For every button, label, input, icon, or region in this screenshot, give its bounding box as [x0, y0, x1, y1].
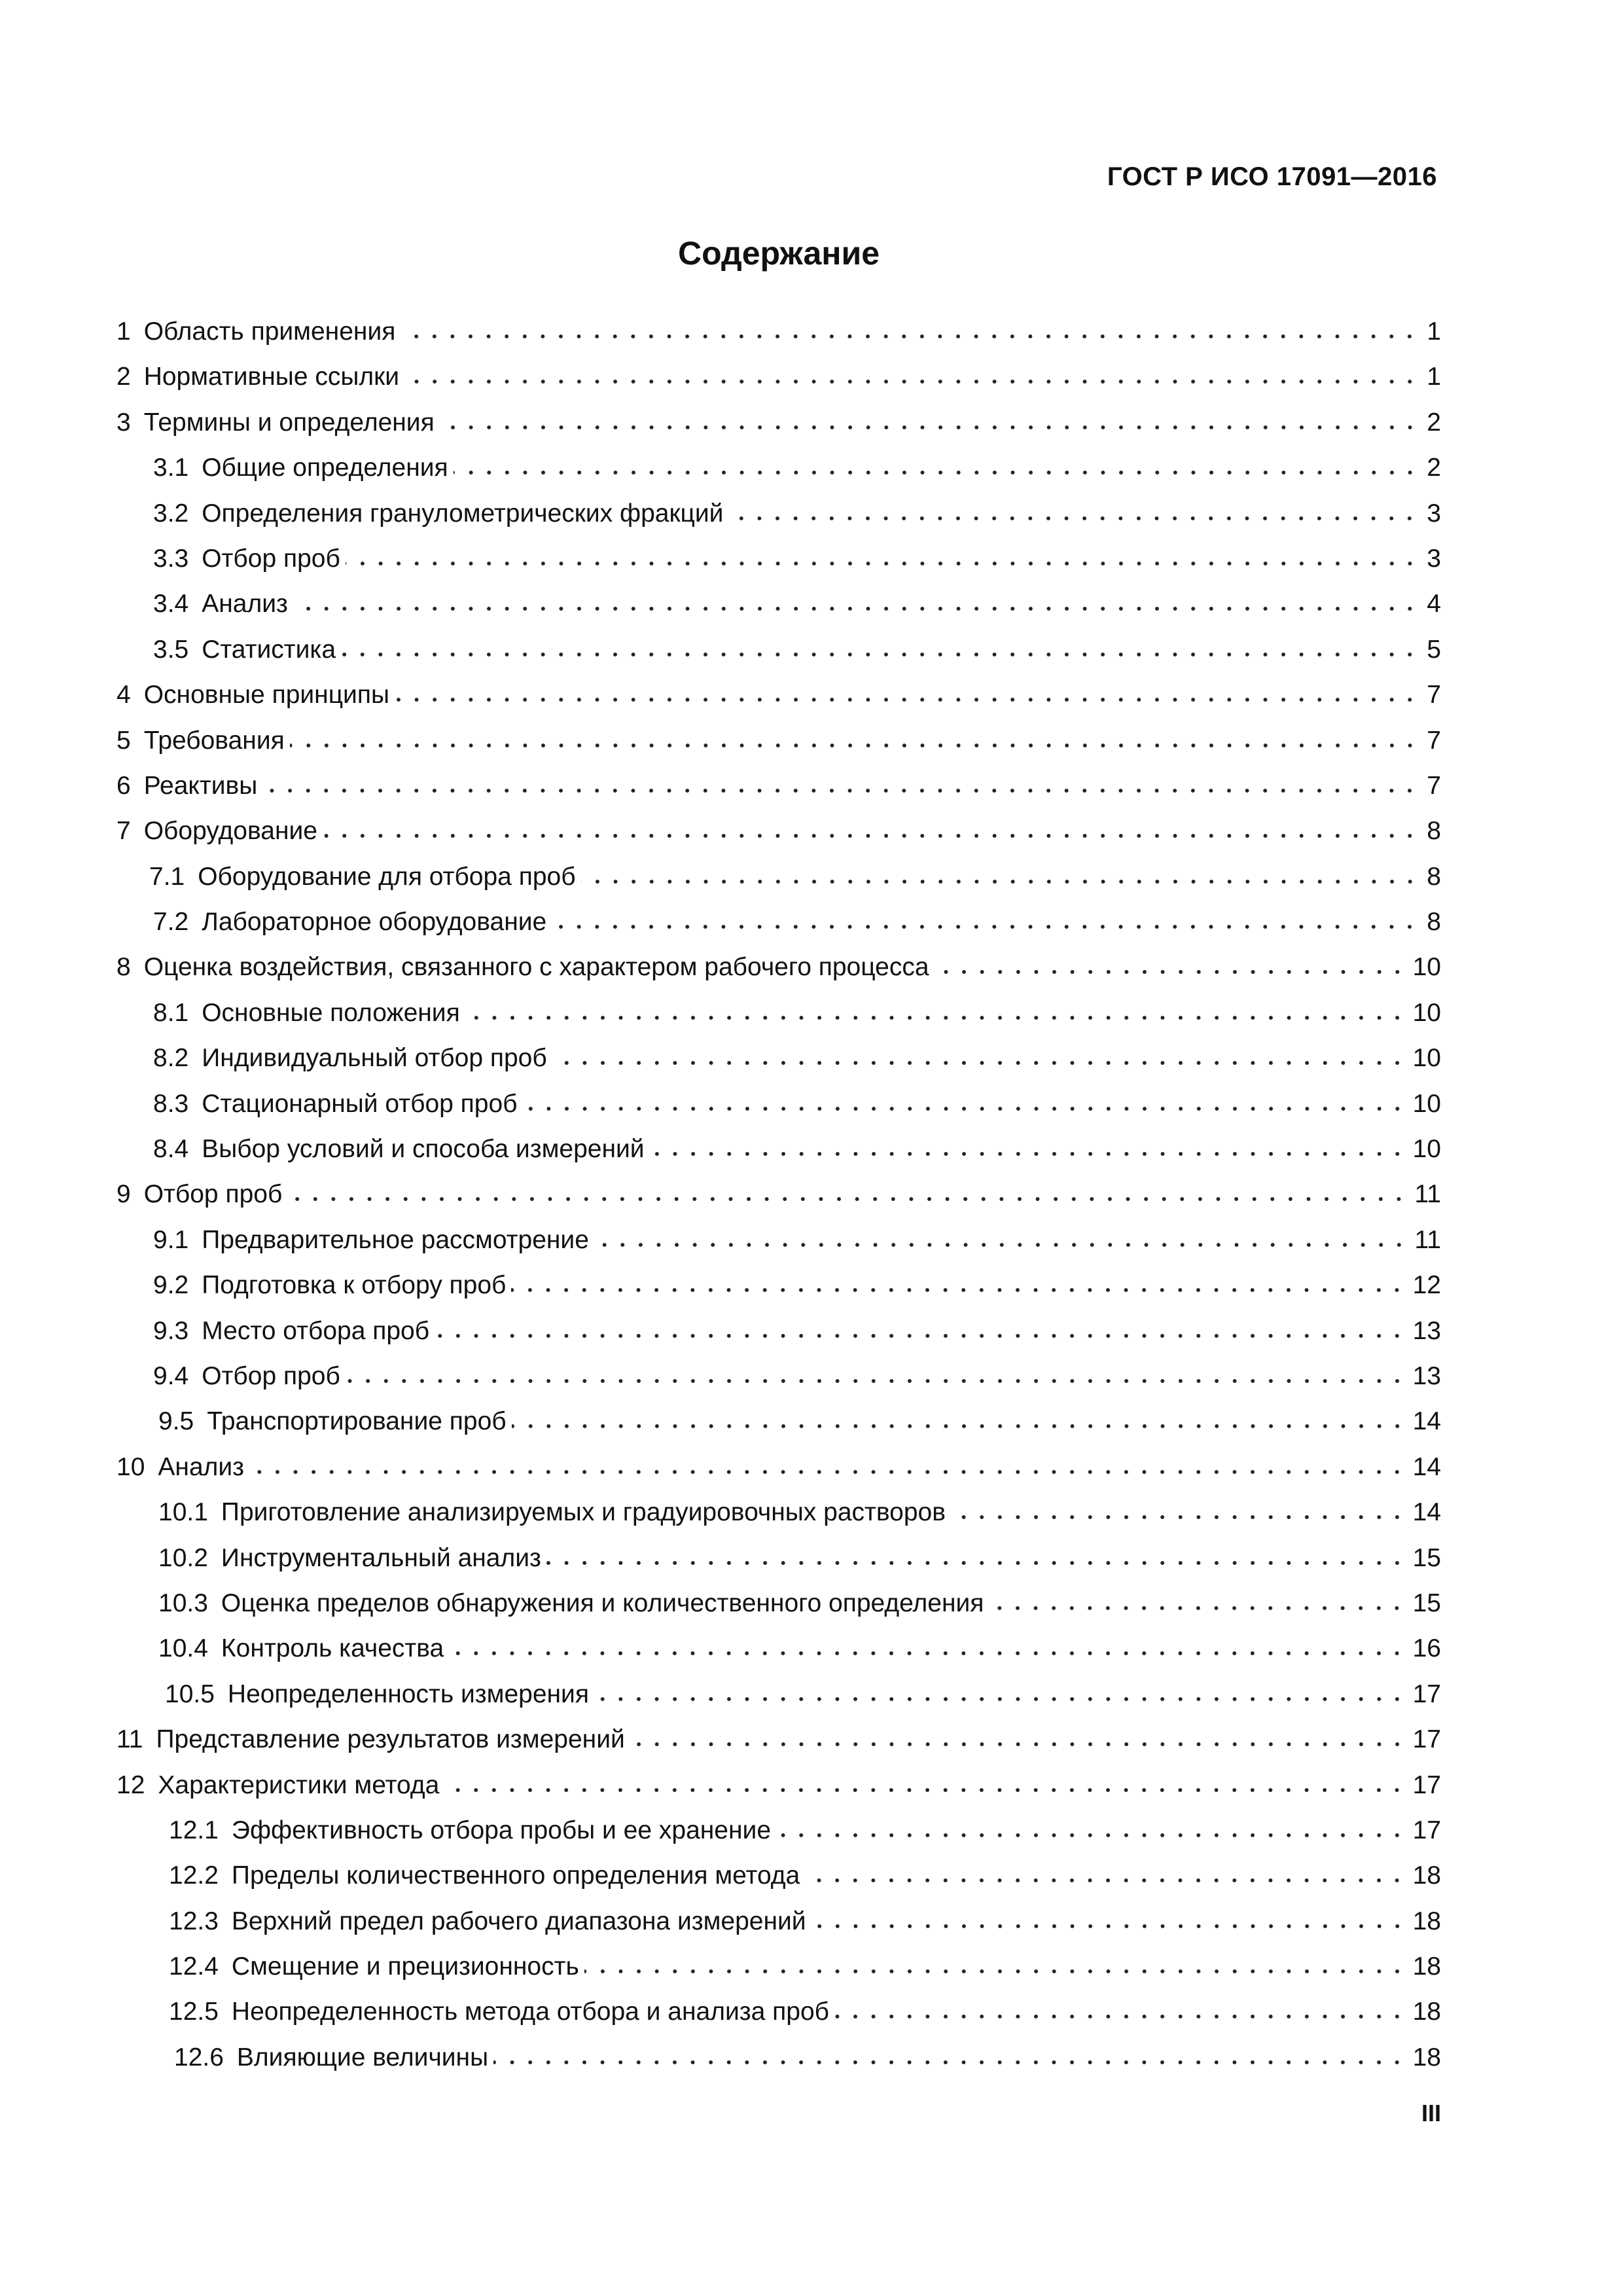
toc-entry-page: 1: [1427, 317, 1441, 346]
toc-entry-label: Общие определения: [202, 454, 448, 482]
toc-entry-number: 3: [116, 408, 131, 437]
dot-leader: [805, 1861, 1407, 1886]
toc-entry-number: 3.5: [153, 635, 189, 664]
toc-entry-label: Влияющие величины: [236, 2043, 489, 2072]
toc-entry[interactable]: [116, 359, 1441, 404]
dot-leader: [293, 589, 1420, 615]
dot-leader: [512, 1407, 1408, 1432]
toc-entry-number: 10.5: [165, 1679, 215, 1708]
toc-entry-label: Смещение и прецизионность: [231, 1952, 579, 1981]
dot-leader: [581, 862, 1420, 888]
dot-leader: [650, 1134, 1408, 1160]
dot-leader: [249, 1452, 1408, 1478]
toc-entry-page: 17: [1412, 1770, 1441, 1799]
toc-entry-label: Место отбора проб: [202, 1316, 430, 1345]
toc-entry-number: 1: [116, 317, 131, 346]
dot-leader: [834, 1997, 1408, 2022]
toc-entry[interactable]: [116, 1768, 1441, 1813]
toc-entry-number: 10.2: [158, 1543, 208, 1572]
toc-entry-page: 11: [1414, 1180, 1441, 1209]
dot-leader: [812, 1907, 1408, 1932]
toc-entry[interactable]: [116, 450, 1441, 495]
toc-entry-number: 8.1: [153, 998, 189, 1027]
toc-entry-label: Предварительное рассмотрение: [202, 1225, 589, 1254]
toc-entry[interactable]: [116, 496, 1441, 541]
toc-entry-page: 18: [1412, 1861, 1441, 1890]
toc-entry[interactable]: [116, 1586, 1441, 1631]
toc-entry-page: 7: [1427, 771, 1441, 800]
toc-entry-label: Приготовление анализируемых и градуировочных растворов: [221, 1498, 946, 1527]
dot-leader: [546, 1543, 1408, 1569]
toc-entry[interactable]: [116, 723, 1441, 768]
toc-entry[interactable]: [116, 1495, 1441, 1540]
dot-leader: [346, 544, 1420, 569]
toc-entry[interactable]: [116, 1359, 1441, 1404]
toc-entry-label: Выбор условий и способа измерений: [202, 1135, 645, 1164]
dot-leader: [584, 1952, 1408, 1977]
toc-entry-number: 7.1: [149, 862, 185, 891]
toc-entry-page: 7: [1427, 726, 1441, 755]
toc-entry-page: 8: [1427, 862, 1441, 891]
toc-entry-number: 9.2: [153, 1271, 189, 1300]
toc-entry-page: 14: [1412, 1407, 1441, 1436]
dot-leader: [449, 1634, 1407, 1659]
toc-entry-number: 12.3: [169, 1907, 219, 1935]
toc-entry-number: 8.3: [153, 1089, 189, 1118]
toc-entry-number: 9: [116, 1180, 131, 1209]
toc-entry-page: 13: [1412, 1361, 1441, 1390]
dot-leader: [935, 952, 1408, 978]
dot-leader: [346, 1361, 1408, 1387]
toc-entry-label: Основные положения: [202, 998, 460, 1027]
toc-entry[interactable]: [116, 1994, 1441, 2039]
toc-entry-number: 7.2: [153, 908, 189, 937]
toc-entry-label: Неопределенность измерения: [227, 1679, 589, 1708]
dot-leader: [523, 1089, 1408, 1115]
dot-leader: [290, 726, 1420, 751]
toc-entry-number: 9.1: [153, 1225, 189, 1254]
toc-entry-page: 4: [1427, 590, 1441, 619]
toc-entry-label: Лабораторное оборудование: [202, 908, 547, 937]
toc-entry[interactable]: [116, 2040, 1441, 2085]
toc-entry-label: Основные принципы: [143, 681, 389, 709]
toc-entry-number: 4: [116, 681, 131, 709]
toc-entry-number: 8.4: [153, 1135, 189, 1164]
dot-leader: [951, 1498, 1408, 1523]
toc-entry-label: Реактивы: [143, 771, 258, 800]
toc-entry-page: 14: [1412, 1498, 1441, 1527]
toc-entry[interactable]: [116, 541, 1441, 586]
toc-entry-label: Отбор проб: [202, 1361, 340, 1390]
toc-entry-number: 12.4: [169, 1952, 219, 1981]
toc-entry-label: Пределы количественного определения метода: [231, 1861, 800, 1890]
toc-entry-page: 2: [1427, 454, 1441, 482]
dot-leader: [511, 1270, 1407, 1296]
toc-entry[interactable]: [116, 950, 1441, 995]
dot-leader: [776, 1816, 1408, 1841]
toc-entry[interactable]: [116, 1813, 1441, 1858]
toc-entry-page: 3: [1427, 544, 1441, 573]
toc-entry-number: 2: [116, 363, 131, 391]
toc-entry-label: Индивидуальный отбор проб: [202, 1044, 547, 1073]
table-of-contents: [116, 314, 1441, 2085]
toc-entry-number: 12.1: [169, 1816, 219, 1844]
toc-entry[interactable]: [116, 586, 1441, 632]
toc-entry-page: 18: [1412, 1998, 1441, 2026]
toc-entry-label: Анализ: [158, 1452, 245, 1481]
toc-entry[interactable]: [116, 859, 1441, 905]
dot-leader: [728, 499, 1420, 524]
toc-entry[interactable]: [116, 677, 1441, 723]
toc-title: Содержание: [677, 235, 880, 272]
toc-entry[interactable]: [116, 996, 1441, 1041]
toc-entry[interactable]: [116, 1268, 1441, 1313]
toc-entry-number: 12.2: [169, 1861, 219, 1890]
toc-entry[interactable]: [116, 1314, 1441, 1359]
toc-entry-page: 7: [1427, 681, 1441, 709]
toc-entry-label: Отбор проб: [202, 544, 340, 573]
toc-entry-number: 12.5: [169, 1998, 219, 2026]
dot-leader: [594, 1225, 1410, 1251]
dot-leader: [323, 816, 1420, 842]
toc-entry-number: 9.4: [153, 1361, 189, 1390]
toc-entry-number: 7: [116, 817, 131, 846]
toc-entry-page: 12: [1412, 1271, 1441, 1300]
dot-leader: [454, 453, 1420, 478]
toc-entry-label: Оборудование для отбора проб: [198, 862, 576, 891]
toc-entry-number: 10: [116, 1452, 145, 1481]
toc-entry-label: Инструментальный анализ: [221, 1543, 541, 1572]
toc-entry[interactable]: [116, 632, 1441, 677]
toc-entry[interactable]: [116, 1904, 1441, 1949]
dot-leader: [395, 680, 1420, 706]
toc-entry-page: 10: [1412, 1089, 1441, 1118]
toc-entry-label: Оборудование: [143, 817, 317, 846]
toc-entry[interactable]: [116, 1223, 1441, 1268]
toc-entry-number: 10.1: [158, 1498, 208, 1527]
toc-entry-label: Представление результатов измерений: [156, 1725, 625, 1754]
toc-entry-label: Неопределенность метода отбора и анализа проб: [231, 1998, 829, 2026]
toc-entry-page: 17: [1412, 1725, 1441, 1754]
toc-entry-page: 10: [1412, 953, 1441, 982]
toc-entry-page: 18: [1412, 1952, 1441, 1981]
toc-entry-label: Транспортирование проб: [207, 1407, 507, 1436]
toc-entry-page: 14: [1412, 1452, 1441, 1481]
toc-entry-page: 15: [1412, 1543, 1441, 1572]
document-code: ГОСТ Р ИСО 17091—2016: [1107, 162, 1437, 191]
dot-leader: [493, 2043, 1407, 2068]
toc-entry[interactable]: [116, 814, 1441, 859]
toc-entry-page: 11: [1414, 1225, 1441, 1254]
toc-entry-page: 10: [1412, 1044, 1441, 1073]
toc-entry-number: 10.3: [158, 1588, 208, 1617]
toc-entry-page: 10: [1412, 1135, 1441, 1164]
toc-entry[interactable]: [116, 314, 1441, 359]
dot-leader: [630, 1725, 1408, 1750]
toc-entry-number: 11: [116, 1725, 143, 1754]
toc-entry-page: 1: [1427, 363, 1441, 391]
dot-leader: [552, 907, 1420, 933]
toc-entry-label: Статистика: [202, 635, 336, 664]
toc-entry-page: 18: [1412, 1907, 1441, 1935]
toc-entry[interactable]: [116, 1177, 1441, 1222]
dot-leader: [341, 635, 1420, 660]
toc-entry[interactable]: [116, 1631, 1441, 1676]
page-number: III: [1421, 2100, 1441, 2126]
toc-entry-label: Анализ: [202, 590, 288, 619]
toc-entry[interactable]: [116, 1086, 1441, 1132]
toc-entry-label: Эффективность отбора пробы и ее хранение: [231, 1816, 772, 1844]
dot-leader: [594, 1679, 1408, 1705]
toc-entry-label: Стационарный отбор проб: [202, 1089, 518, 1118]
dot-leader: [401, 317, 1420, 342]
toc-entry-page: 10: [1412, 998, 1441, 1027]
toc-entry-label: Требования: [143, 726, 285, 755]
toc-entry-label: Отбор проб: [143, 1180, 283, 1209]
toc-entry-number: 3.3: [153, 544, 189, 573]
toc-entry-page: 8: [1427, 817, 1441, 846]
toc-entry[interactable]: [116, 1541, 1441, 1586]
toc-entry[interactable]: [116, 1450, 1441, 1495]
toc-entry-number: 3.2: [153, 499, 189, 528]
toc-entry[interactable]: [116, 768, 1441, 814]
toc-entry-label: Подготовка к отбору проб: [202, 1271, 507, 1300]
toc-entry-label: Оценка пределов обнаружения и количественного определения: [221, 1588, 984, 1617]
toc-entry[interactable]: [116, 1132, 1441, 1177]
toc-entry-page: 3: [1427, 499, 1441, 528]
toc-entry-label: Область применения: [143, 317, 396, 346]
dot-leader: [989, 1588, 1407, 1614]
dot-leader: [444, 1770, 1407, 1796]
toc-entry[interactable]: [116, 1722, 1441, 1767]
dot-leader: [465, 998, 1408, 1024]
toc-entry[interactable]: [116, 1041, 1441, 1086]
toc-entry-number: 9.5: [158, 1407, 194, 1436]
dot-leader: [287, 1179, 1409, 1205]
toc-entry-page: 17: [1412, 1816, 1441, 1844]
toc-entry-page: 17: [1412, 1679, 1441, 1708]
dot-leader: [404, 362, 1420, 387]
dot-leader: [435, 1316, 1408, 1342]
toc-entry-page: 2: [1427, 408, 1441, 437]
toc-entry-number: 8.2: [153, 1044, 189, 1073]
dot-leader: [552, 1043, 1408, 1069]
toc-entry-number: 8: [116, 953, 131, 982]
toc-entry[interactable]: [116, 405, 1441, 450]
toc-entry[interactable]: [116, 1404, 1441, 1449]
toc-entry[interactable]: [116, 1858, 1441, 1903]
toc-entry[interactable]: [116, 1677, 1441, 1722]
toc-entry-page: 18: [1412, 2043, 1441, 2072]
toc-entry[interactable]: [116, 1949, 1441, 1994]
toc-entry-label: Термины и определения: [143, 408, 435, 437]
toc-entry-label: Определения гранулометрических фракций: [202, 499, 724, 528]
toc-entry-label: Характеристики метода: [158, 1770, 440, 1799]
toc-entry-number: 9.3: [153, 1316, 189, 1345]
dot-leader: [440, 408, 1420, 433]
toc-entry-page: 15: [1412, 1588, 1441, 1617]
toc-entry-page: 8: [1427, 908, 1441, 937]
toc-entry-page: 13: [1412, 1316, 1441, 1345]
toc-entry-number: 10.4: [158, 1634, 208, 1663]
toc-entry[interactable]: [116, 905, 1441, 950]
toc-entry-label: Нормативные ссылки: [143, 363, 399, 391]
toc-entry-number: 3.1: [153, 454, 189, 482]
toc-entry-number: 12: [116, 1770, 145, 1799]
toc-entry-number: 3.4: [153, 590, 189, 619]
dot-leader: [262, 771, 1420, 797]
toc-entry-number: 6: [116, 771, 131, 800]
toc-entry-number: 12.6: [174, 2043, 224, 2072]
toc-entry-label: Верхний предел рабочего диапазона измерений: [231, 1907, 806, 1935]
toc-entry-number: 5: [116, 726, 131, 755]
toc-entry-page: 5: [1427, 635, 1441, 664]
toc-entry-page: 16: [1412, 1634, 1441, 1663]
toc-entry-label: Контроль качества: [221, 1634, 444, 1663]
toc-entry-label: Оценка воздействия, связанного с характером рабочего процесса: [143, 953, 929, 982]
